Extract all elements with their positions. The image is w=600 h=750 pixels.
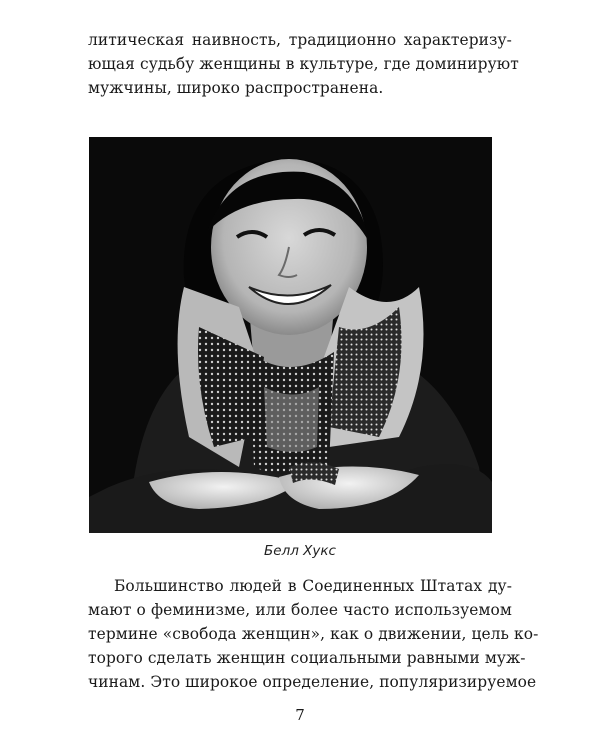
top-paragraph [88, 28, 519, 100]
bottom-paragraph [88, 574, 539, 694]
text-line: термине «свобода женщин», как о движении, цель ко- [88, 625, 539, 643]
text-line: торого сделать женщин социальными равными муж- [88, 649, 526, 667]
text-line: ющая судьбу женщины в культуре, где доминируют [88, 55, 519, 73]
page-number: 7 [295, 706, 305, 724]
text-line: Большинство людей в Соединенных Штатах ду- [114, 577, 512, 595]
text-line: мают о феминизме, или более часто используемом [88, 601, 512, 619]
photo-caption: Белл Хукс [264, 543, 336, 559]
text-line: мужчины, широко распространена. [88, 79, 384, 97]
portrait-illustration [89, 137, 492, 533]
text-line: литическая наивность, традиционно характеризу- [88, 31, 512, 49]
text-line: чинам. Это широкое определение, популяризируемое [88, 673, 537, 691]
portrait-photo [89, 137, 492, 533]
